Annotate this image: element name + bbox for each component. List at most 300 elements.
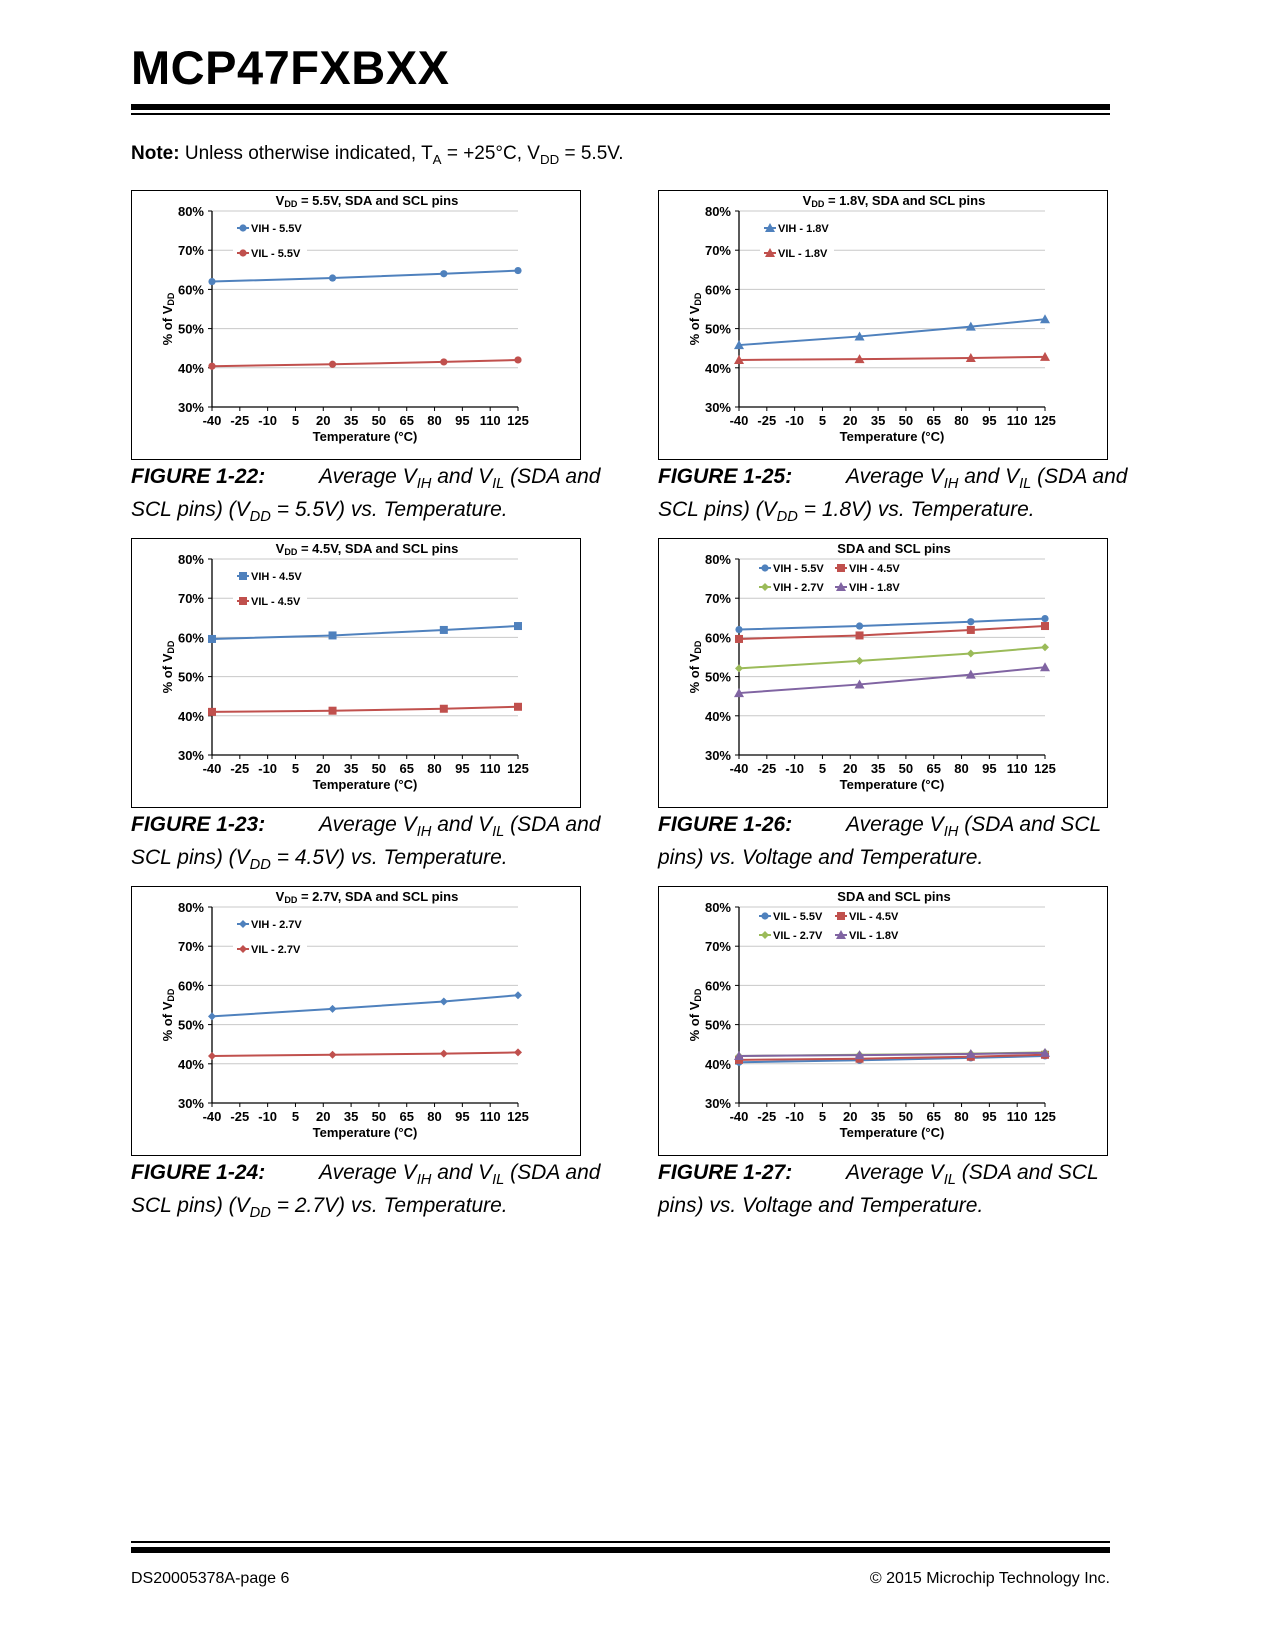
data-point (208, 1052, 216, 1060)
x-tick-label: 35 (343, 413, 359, 428)
caption-text: and V (431, 1161, 493, 1184)
chart-title-sub: DD (811, 199, 825, 209)
document-title: MCP47FXBXX (131, 41, 450, 94)
legend-item (233, 569, 307, 583)
y-axis-label-sub: DD (693, 640, 703, 654)
x-tick-label: 80 (954, 413, 969, 428)
x-tick-label: 50 (898, 1109, 914, 1124)
x-tick-label: -25 (757, 1109, 777, 1124)
y-tick-label: 70% (177, 243, 204, 259)
x-tick-label: -10 (785, 1109, 805, 1124)
legend-item (755, 561, 827, 575)
y-tick-label: 60% (177, 282, 204, 298)
x-tick-label: 35 (870, 1109, 886, 1124)
x-tick-label: 125 (507, 413, 529, 428)
x-tick-label: 80 (954, 1109, 969, 1124)
x-tick-label: 20 (843, 1109, 858, 1124)
data-point (440, 1050, 448, 1058)
data-point (440, 358, 447, 365)
x-tick-label: 110 (1006, 761, 1028, 776)
x-tick-label: -40 (202, 1109, 222, 1124)
data-point (514, 991, 522, 999)
caption-sub: DD (249, 857, 271, 874)
y-tick-label: 50% (704, 669, 731, 685)
chart-svg (132, 887, 582, 1157)
chart-svg (659, 191, 1109, 461)
y-tick-label: 50% (704, 1017, 731, 1033)
legend-label: VIH - 2.7V (251, 919, 302, 931)
x-tick-label: 5 (291, 1109, 300, 1124)
y-tick-label: 70% (704, 591, 731, 607)
caption-sub: IH (416, 1172, 432, 1189)
x-tick-label: 35 (870, 761, 886, 776)
caption-sub: IL (943, 1172, 956, 1189)
data-point (514, 1048, 522, 1056)
data-point (208, 1012, 216, 1020)
data-point (514, 267, 521, 274)
x-tick-label: 5 (818, 1109, 827, 1124)
caption-text: Average V (319, 813, 417, 836)
figure-caption (658, 812, 1128, 870)
series (734, 662, 1050, 697)
series (208, 267, 521, 285)
x-axis-label: Temperature (°C) (839, 1125, 945, 1140)
data-point (1041, 615, 1048, 622)
legend-item (760, 246, 834, 260)
x-tick-label: 95 (982, 413, 997, 428)
x-tick-label: 5 (291, 413, 300, 428)
x-tick-label: 20 (843, 413, 858, 428)
y-tick-label: 40% (177, 1056, 204, 1072)
y-tick-label: 60% (704, 282, 731, 298)
data-point (329, 707, 337, 715)
legend-item (755, 928, 827, 942)
legend-item (233, 246, 307, 260)
chart-panel-fig-1-22 (131, 190, 581, 460)
note-sub-dd: DD (539, 151, 560, 167)
legend-item (831, 561, 903, 575)
y-tick-label: 40% (177, 708, 204, 724)
legend-label: VIH - 5.5V (251, 223, 302, 235)
y-axis-label (687, 988, 703, 1041)
figure-caption (131, 464, 601, 530)
series (208, 1048, 522, 1060)
y-axis-label-text: % of V (687, 1001, 702, 1042)
caption-text: Average V (319, 1161, 417, 1184)
data-point (208, 708, 216, 716)
data-point (208, 363, 215, 370)
caption-text: Average V (846, 1161, 944, 1184)
x-tick-label: 110 (479, 761, 501, 776)
series (208, 622, 522, 643)
x-tick-label: 50 (898, 413, 914, 428)
x-tick-label: 125 (507, 1109, 529, 1124)
y-tick-label: 60% (704, 630, 731, 646)
caption-text: (SDA and SCL pins) vs. Voltage and Temperature. (658, 1161, 1099, 1218)
series-line (739, 667, 1045, 693)
x-tick-label: 65 (926, 1109, 941, 1124)
caption-text: (SDA and SCL pins) (V (131, 465, 601, 522)
legend-item (233, 942, 307, 956)
x-tick-label: 80 (427, 413, 442, 428)
data-point (208, 635, 216, 643)
legend-item (755, 580, 827, 594)
chart-title-text: SDA and SCL pins (837, 889, 951, 904)
data-point (735, 635, 743, 643)
chart-panel-fig-1-24 (131, 886, 581, 1156)
series-line (212, 995, 518, 1016)
x-tick-label: -25 (230, 761, 250, 776)
y-axis-label-text: % of V (160, 1001, 175, 1042)
y-axis-label (687, 292, 703, 345)
y-tick-label: 40% (704, 360, 731, 376)
y-tick-label: 80% (704, 204, 731, 219)
y-tick-label: 40% (177, 360, 204, 376)
y-axis-label-sub: DD (693, 988, 703, 1002)
legend-label: VIL - 5.5V (251, 248, 301, 260)
legend-label: VIL - 4.5V (849, 911, 899, 923)
series-line (212, 360, 518, 366)
caption-text: = 4.5V) vs. Temperature. (270, 846, 508, 870)
data-point (239, 572, 247, 580)
chart-title-text: V (275, 193, 285, 208)
chart-title-text: V (802, 193, 812, 208)
series (735, 643, 1049, 672)
series-line (212, 1052, 518, 1056)
x-tick-label: 20 (316, 413, 331, 428)
chart-title-sub: DD (284, 547, 298, 557)
y-tick-label: 30% (704, 400, 731, 415)
x-tick-label: 5 (818, 413, 827, 428)
figure-caption (658, 464, 1128, 530)
y-tick-label: 30% (704, 1096, 731, 1111)
data-point (329, 1005, 337, 1013)
chart-title-text: V (275, 889, 285, 904)
chart-svg (132, 191, 582, 461)
y-tick-label: 60% (177, 630, 204, 646)
legend-label: VIH - 2.7V (773, 582, 824, 594)
x-tick-label: 50 (898, 761, 914, 776)
x-tick-label: -10 (785, 761, 805, 776)
caption-text: Average V (846, 813, 944, 836)
legend-label: VIL - 5.5V (773, 911, 823, 923)
x-tick-label: 65 (399, 761, 414, 776)
caption-sub: IH (943, 824, 959, 841)
x-tick-label: 20 (843, 761, 858, 776)
data-point (837, 912, 845, 920)
data-point (967, 649, 975, 657)
x-tick-label: 110 (1006, 413, 1028, 428)
y-axis-label-text: % of V (687, 305, 702, 346)
caption-text: (SDA and SCL pins) (V (658, 465, 1128, 522)
y-tick-label: 40% (704, 1056, 731, 1072)
x-tick-label: -40 (729, 761, 749, 776)
caption-sub: IL (492, 1172, 505, 1189)
page-note (131, 143, 623, 167)
y-tick-label: 50% (177, 1017, 204, 1033)
caption-text: (SDA and SCL pins) (V (131, 813, 601, 870)
figure-caption (131, 812, 601, 878)
chart-title (837, 541, 950, 556)
series (208, 703, 522, 716)
y-axis-label (687, 640, 703, 693)
x-tick-label: 65 (399, 413, 414, 428)
caption-sub: IL (492, 824, 505, 841)
x-tick-label: 95 (982, 1109, 997, 1124)
x-tick-label: 80 (427, 761, 442, 776)
data-point (761, 912, 768, 919)
data-point (735, 664, 743, 672)
x-tick-label: 125 (1034, 413, 1056, 428)
data-point (856, 631, 864, 639)
y-axis-label-sub: DD (166, 640, 176, 654)
data-point (329, 274, 336, 281)
legend-label: VIH - 4.5V (849, 563, 900, 575)
series (735, 615, 1048, 633)
legend-item (233, 594, 307, 608)
y-axis-label-sub: DD (166, 292, 176, 306)
x-tick-label: 125 (1034, 761, 1056, 776)
caption-sub: DD (249, 1205, 271, 1222)
y-tick-label: 60% (704, 978, 731, 994)
data-point (837, 564, 845, 572)
x-tick-label: -10 (785, 413, 805, 428)
data-point (239, 224, 246, 231)
x-tick-label: -25 (757, 761, 777, 776)
note-label: Note: (131, 143, 180, 164)
data-point (440, 626, 448, 634)
caption-text: (SDA and SCL pins) vs. Voltage and Temperature. (658, 813, 1101, 870)
x-tick-label: 5 (818, 761, 827, 776)
data-point (514, 622, 522, 630)
x-tick-label: 65 (926, 761, 941, 776)
x-tick-label: 5 (291, 761, 300, 776)
y-tick-label: 70% (704, 939, 731, 955)
caption-text: and V (431, 465, 493, 488)
x-axis-label: Temperature (°C) (312, 429, 418, 444)
x-axis-label: Temperature (°C) (839, 429, 945, 444)
series-line (212, 707, 518, 712)
y-tick-label: 30% (704, 748, 731, 763)
caption-text: = 5.5V) vs. Temperature. (270, 498, 508, 522)
x-tick-label: -40 (729, 1109, 749, 1124)
y-axis-label-text: % of V (160, 305, 175, 346)
y-tick-label: 50% (704, 321, 731, 337)
legend-item (831, 909, 903, 923)
x-tick-label: 65 (399, 1109, 414, 1124)
y-axis-label (160, 640, 176, 693)
caption-sub: DD (776, 509, 798, 526)
legend-item (831, 580, 903, 594)
legend-label: VIL - 4.5V (251, 596, 301, 608)
chart-title (803, 193, 986, 209)
y-tick-label: 70% (177, 939, 204, 955)
note-sub-a: A (432, 151, 442, 167)
chart-title-text: SDA and SCL pins (837, 541, 951, 556)
figure-number: FIGURE 1-23: (131, 813, 266, 836)
caption-sub: IH (416, 824, 432, 841)
figure-caption (658, 1160, 1128, 1218)
x-tick-label: -40 (729, 413, 749, 428)
chart-panel-fig-1-25 (658, 190, 1108, 460)
chart-title-text: = 5.5V, SDA and SCL pins (297, 193, 459, 208)
header-rule (131, 104, 1110, 110)
chart-title (276, 193, 459, 209)
x-tick-label: -25 (757, 413, 777, 428)
x-tick-label: 50 (371, 761, 387, 776)
y-tick-label: 30% (177, 748, 204, 763)
x-tick-label: 95 (455, 1109, 470, 1124)
caption-text: Average V (319, 465, 417, 488)
y-tick-label: 80% (177, 204, 204, 219)
chart-panel-fig-1-27 (658, 886, 1108, 1156)
x-tick-label: 125 (1034, 1109, 1056, 1124)
y-tick-label: 80% (704, 900, 731, 915)
x-tick-label: 110 (479, 1109, 501, 1124)
legend-label: VIH - 1.8V (849, 582, 900, 594)
x-tick-label: 50 (371, 1109, 387, 1124)
caption-text: and V (958, 465, 1020, 488)
chart-title-text: = 2.7V, SDA and SCL pins (297, 889, 459, 904)
note-text-pre: Unless otherwise indicated, T (184, 143, 433, 164)
x-tick-label: 80 (427, 1109, 442, 1124)
footer-rule-thin (131, 1541, 1110, 1543)
data-point (239, 597, 247, 605)
x-tick-label: 20 (316, 761, 331, 776)
series-line (212, 271, 518, 282)
legend-label: VIH - 5.5V (773, 563, 824, 575)
data-point (1041, 643, 1049, 651)
chart-title-sub: DD (284, 199, 298, 209)
legend-label: VIH - 4.5V (251, 571, 302, 583)
caption-sub: IH (416, 476, 432, 493)
x-tick-label: 110 (479, 413, 501, 428)
legend-label: VIL - 1.8V (849, 930, 899, 942)
series-line (739, 647, 1045, 668)
footer-doc-id: DS20005378A-page 6 (131, 1570, 290, 1587)
y-tick-label: 50% (177, 321, 204, 337)
x-tick-label: -10 (258, 761, 278, 776)
caption-text: (SDA and SCL pins) (V (131, 1161, 601, 1218)
x-tick-label: -25 (230, 413, 250, 428)
data-point (1041, 622, 1049, 630)
legend-item (233, 917, 307, 931)
series (208, 991, 522, 1020)
chart-title-text: = 1.8V, SDA and SCL pins (824, 193, 986, 208)
legend-item (831, 928, 903, 942)
x-tick-label: 95 (455, 761, 470, 776)
legend-item (760, 221, 834, 235)
x-tick-label: 95 (455, 413, 470, 428)
chart-svg (132, 539, 582, 809)
footer-copyright: © 2015 Microchip Technology Inc. (869, 1570, 1110, 1587)
note-text-mid: = +25°C, V (441, 143, 540, 164)
figure-number: FIGURE 1-24: (131, 1161, 266, 1184)
chart-title-sub: DD (284, 895, 298, 905)
data-point (440, 705, 448, 713)
legend-item (755, 909, 827, 923)
data-point (514, 703, 522, 711)
y-tick-label: 70% (177, 591, 204, 607)
figure-number: FIGURE 1-25: (658, 465, 793, 488)
y-axis-label-sub: DD (166, 988, 176, 1002)
caption-text: = 1.8V) vs. Temperature. (797, 498, 1035, 522)
caption-sub: IL (492, 476, 505, 493)
y-tick-label: 80% (177, 552, 204, 567)
y-tick-label: 60% (177, 978, 204, 994)
x-tick-label: 110 (1006, 1109, 1028, 1124)
figure-caption (131, 1160, 601, 1226)
y-axis-label (160, 292, 176, 345)
y-tick-label: 50% (177, 669, 204, 685)
data-point (440, 997, 448, 1005)
y-axis-label-sub: DD (693, 292, 703, 306)
x-axis-label: Temperature (°C) (312, 777, 418, 792)
caption-sub: DD (249, 509, 271, 526)
footer-rule (131, 1547, 1110, 1553)
x-tick-label: 20 (316, 1109, 331, 1124)
x-tick-label: -10 (258, 1109, 278, 1124)
legend-item (233, 221, 307, 235)
legend-label: VIL - 2.7V (773, 930, 823, 942)
chart-title (837, 889, 950, 904)
x-axis-label: Temperature (°C) (312, 1125, 418, 1140)
series (734, 352, 1050, 364)
data-point (239, 249, 246, 256)
data-point (329, 631, 337, 639)
chart-svg (659, 539, 1109, 809)
chart-title-text: = 4.5V, SDA and SCL pins (297, 541, 459, 556)
caption-text: and V (431, 813, 493, 836)
y-tick-label: 80% (704, 552, 731, 567)
figure-number: FIGURE 1-26: (658, 813, 793, 836)
data-point (761, 564, 768, 571)
x-tick-label: 50 (371, 413, 387, 428)
header-rule-thin (131, 113, 1110, 115)
y-axis-label-text: % of V (687, 653, 702, 694)
x-tick-label: 80 (954, 761, 969, 776)
x-tick-label: 35 (870, 413, 886, 428)
y-tick-label: 40% (704, 708, 731, 724)
y-tick-label: 30% (177, 400, 204, 415)
y-axis-label (160, 988, 176, 1041)
data-point (856, 657, 864, 665)
caption-sub: IH (943, 476, 959, 493)
series-line (739, 357, 1045, 360)
series-line (739, 319, 1045, 345)
caption-sub: IL (1019, 476, 1032, 493)
chart-panel-fig-1-23 (131, 538, 581, 808)
data-point (329, 1051, 337, 1059)
caption-text: Average V (846, 465, 944, 488)
chart-panel-fig-1-26 (658, 538, 1108, 808)
chart-title-text: V (275, 541, 285, 556)
series (734, 314, 1050, 349)
x-tick-label: 125 (507, 761, 529, 776)
x-tick-label: -25 (230, 1109, 250, 1124)
y-axis-label-text: % of V (160, 653, 175, 694)
note-text-post: = 5.5V. (559, 143, 624, 164)
x-tick-label: 65 (926, 413, 941, 428)
data-point (967, 626, 975, 634)
y-tick-label: 30% (177, 1096, 204, 1111)
data-point (440, 270, 447, 277)
data-point (514, 356, 521, 363)
chart-svg (659, 887, 1109, 1157)
data-point (967, 618, 974, 625)
legend-label: VIH - 1.8V (778, 223, 829, 235)
legend-label: VIL - 1.8V (778, 248, 828, 260)
